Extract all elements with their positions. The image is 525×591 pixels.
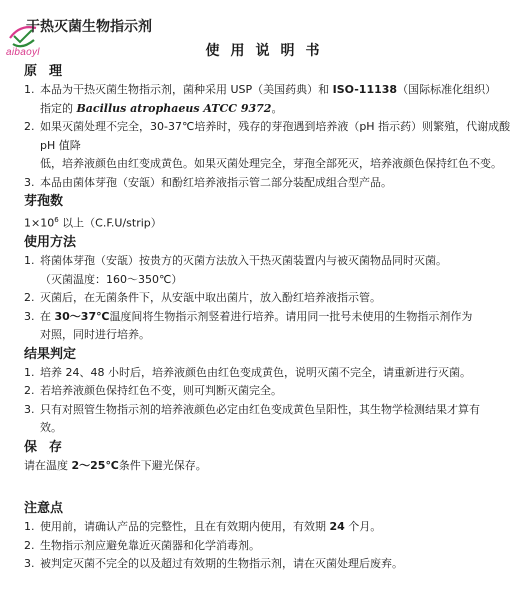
notes-item-line: 生物指示剂应避免靠近灭菌器和化学消毒剂。	[40, 538, 260, 552]
storage-heading: 保存	[24, 439, 75, 455]
notes-item-line: 使用前，请确认产品的完整性，且在有效期内使用，有效期 24 个月。	[40, 520, 382, 534]
result-item-line: 培养 24、48 小时后，培养液颜色由红色变成黄色，说明灭菌不完全，请重新进行灭菌。	[40, 365, 471, 379]
document-body	[24, 62, 512, 574]
item-number: 1.	[24, 365, 35, 379]
spore-count-heading: 芽孢数	[24, 194, 64, 209]
item-number: 2.	[24, 120, 35, 133]
item-number: 1.	[24, 520, 35, 534]
notes-item	[24, 555, 512, 574]
principle-item-line: 指定的 Bacillus atrophaeus ATCC 9372。	[40, 101, 283, 115]
usage-item	[24, 252, 512, 271]
item-number: 3.	[24, 175, 35, 189]
notes-heading: 注意点	[24, 501, 64, 517]
principle-item-line: 如果灭菌处理不完全，30-37℃培养时，残存的芽孢遇到培养液（pH 指示药）则繁殖，代谢成酸 pH 值降	[40, 120, 511, 152]
item-number	[24, 271, 40, 290]
principle-heading: 原理	[24, 64, 75, 79]
logo-text: aibaoyl	[6, 47, 40, 58]
spore-count-value: $1\times 10^6$ 以上（C.F.U/strip）	[24, 216, 162, 230]
usage-item-line: 灭菌后，在无菌条件下，从安瓿中取出菌片，放入酚红培养液指示管。	[40, 291, 381, 305]
usage-item-line: （灭菌温度：160～350℃）	[40, 272, 183, 286]
principle-item	[24, 81, 512, 118]
item-number: 1.	[24, 254, 35, 268]
usage-heading: 使用方法	[24, 235, 77, 251]
item-number: 1.	[24, 83, 35, 96]
item-number: 2.	[24, 384, 35, 398]
usage-item	[24, 308, 512, 345]
result-item	[24, 364, 512, 383]
usage-item-line: 对照，同时进行培养。	[40, 328, 150, 342]
usage-item-line: 将菌体芽孢（安瓿）按贵方的灭菌方法放入干热灭菌装置内与被灭菌物品同时灭菌。	[40, 254, 447, 268]
item-number: 3.	[24, 309, 35, 323]
principle-item	[24, 174, 512, 193]
product-title: 干热灭菌生物指示剂	[26, 19, 152, 35]
item-number: 2.	[24, 538, 35, 552]
notes-item-line: 被判定灭菌不完全的以及超过有效期的生物指示剂，请在灭菌处理后废弃。	[40, 557, 403, 571]
usage-item	[24, 271, 512, 290]
item-number: 2.	[24, 291, 35, 305]
principle-item-line: 本品为干热灭菌生物指示剂，菌种采用 USP（美国药典）和 ISO-11138（国际标准化组织）	[40, 83, 497, 96]
usage-item-line: 在 30～37℃温度间将生物指示剂竖着进行培养。请用同一批号未使用的生物指示剂作为	[40, 309, 473, 323]
item-number: 3.	[24, 402, 35, 416]
result-item-line: 若培养液颜色保持红色不变，则可判断灭菌完全。	[40, 384, 282, 398]
storage-text: 请在温度 2～25℃条件下避光保存。	[24, 458, 207, 472]
principle-item-line: 本品由菌体芽孢（安瓿）和酚红培养液指示管二部分装配成组合型产品。	[40, 175, 392, 189]
principle-item	[24, 118, 512, 174]
notes-item	[24, 518, 512, 537]
usage-item	[24, 289, 512, 308]
principle-item-line: 低，培养液颜色由红变成黄色。如果灭菌处理完全，芽孢全部死灭，培养液颜色保持红色不变。	[40, 157, 502, 170]
doc-title: 使用说明书	[205, 43, 331, 59]
result-item-line: 效。	[40, 421, 62, 435]
result-item	[24, 382, 512, 401]
result-heading: 结果判定	[24, 346, 77, 362]
notes-item	[24, 537, 512, 556]
item-number: 3.	[24, 557, 35, 571]
result-item	[24, 401, 512, 438]
result-item-line: 只有对照管生物指示剂的培养液颜色必定由红色变成黄色呈阳性，其生物学检测结果才算有	[40, 402, 480, 416]
